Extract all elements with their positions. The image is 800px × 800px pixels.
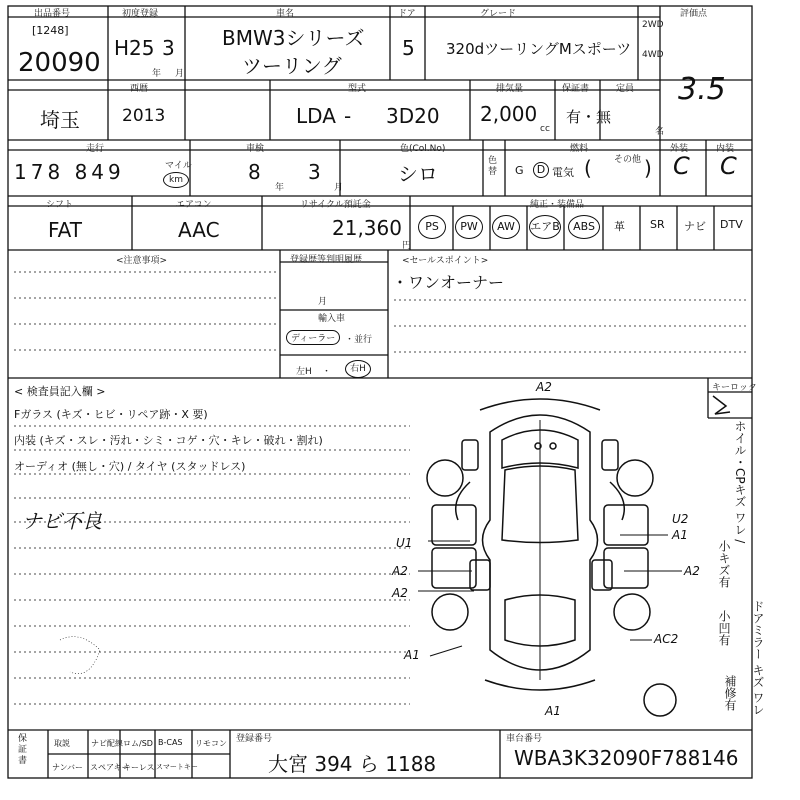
option-navi-wiring: ナビ配線	[91, 739, 123, 748]
lot-number: 20090	[18, 48, 101, 78]
car-name-line1: BMW3シリーズ	[222, 26, 365, 50]
unit-yen: 円	[402, 241, 412, 251]
model-prefix: LDA	[296, 104, 336, 128]
doors-label: ドア	[398, 9, 416, 19]
inspection-label: 車検	[246, 144, 265, 154]
doors-value: 5	[402, 36, 415, 60]
option-remote: リモコン	[195, 739, 227, 748]
fuel-electric: 電気	[552, 166, 574, 179]
diagram-right-a1: A1	[672, 528, 688, 542]
aircon-label: エアコン	[176, 200, 212, 210]
unit-cc: cc	[540, 124, 550, 134]
interior-label: 内装	[716, 144, 735, 154]
equip-pw: PW	[455, 215, 483, 239]
mileage-digit: 7	[30, 160, 48, 184]
keylock-label: キーロック	[712, 383, 757, 393]
score-value: 3.5	[678, 72, 726, 107]
displacement-label: 排気量	[496, 84, 524, 94]
fuel-open-paren: (	[584, 156, 592, 180]
mileage-value	[14, 160, 125, 184]
exterior-label: 外装	[670, 144, 689, 154]
handle-right-circled: 右H	[345, 360, 371, 378]
sales-point-label: <セールスポイント>	[402, 256, 489, 266]
unit-month-1: 月	[175, 69, 185, 79]
diagram-front-label: A2	[536, 380, 552, 394]
unit-year-2: 年	[275, 183, 285, 193]
fuel-g: G	[515, 164, 524, 177]
location-value: 埼玉	[40, 108, 80, 132]
diagram-left-a1: A1	[404, 648, 420, 662]
equip-dtv: DTV	[720, 218, 743, 231]
recycle-label: リサイクル預託金	[300, 200, 371, 210]
model-label: 型式	[348, 84, 367, 94]
unit-year-1: 年	[152, 69, 162, 79]
lot-number-label: 出品番号	[34, 9, 71, 19]
diagram-rear-label: A1	[545, 704, 561, 718]
fuel-label: 燃料	[570, 144, 589, 154]
mileage-unit-km: km	[163, 172, 189, 188]
side-note-mirror: ドアミラー キズ ワレ	[751, 600, 765, 716]
mileage-digit: 8	[74, 160, 92, 184]
year-label: 西暦	[130, 84, 149, 94]
vin-label: 車台番号	[506, 734, 543, 744]
first-registration-label: 初度登録	[122, 9, 159, 19]
color-label: 色(Col.No)	[400, 144, 446, 154]
car-name-label: 車名	[276, 9, 295, 19]
inspection-year: 8	[248, 160, 261, 184]
recycle-value: 21,360	[332, 216, 402, 240]
drive-2wd: 2WD	[642, 20, 664, 30]
equip-leather: 革	[614, 220, 625, 233]
model-dash: -	[344, 104, 352, 128]
interior-grade: C	[720, 152, 737, 180]
plate-value: 大宮 394 ら 1188	[268, 752, 437, 776]
shift-label: シフト	[46, 200, 74, 210]
vin-value: WBA3K32090F788146	[514, 746, 739, 770]
plate-label: 登録番号	[236, 734, 273, 744]
capacity-label: 定員	[616, 84, 635, 94]
color-value: シロ	[398, 162, 438, 186]
equip-abs: ABS	[568, 215, 600, 239]
inspection-month: 3	[308, 160, 321, 184]
bottom-side-label: 保証書	[18, 734, 28, 766]
equip-sr: SR	[650, 218, 665, 231]
equipment-label: 純正・装備品	[530, 200, 585, 210]
mileage-digit: 4	[91, 160, 109, 184]
side-note-wheel: ホイル・CPキズ ワレ /	[733, 420, 747, 544]
option-rom-sd: ロム/SD	[123, 739, 153, 748]
grade-value: 320dツーリングMスポーツ	[446, 40, 632, 58]
handle-sep: ・	[322, 367, 332, 377]
inspector-line-glass: Fガラス (キズ・ヒビ・リペア跡・X 要)	[14, 408, 208, 421]
option-keyless: キーレス	[123, 763, 155, 772]
history-label: 登録歴等判明履歴	[290, 255, 363, 265]
import-parallel: ・並行	[345, 335, 373, 345]
equip-airbag: エアB	[529, 215, 561, 239]
score-label: 評価点	[680, 9, 708, 19]
diagram-right-u2: U2	[672, 512, 689, 526]
inspector-handwritten-note: ナビ不良	[22, 509, 102, 533]
option-manual: 取説	[54, 739, 70, 748]
drive-4wd: 4WD	[642, 50, 664, 60]
displacement-value: 2,000	[480, 102, 538, 126]
mileage-digit: 1	[14, 160, 31, 184]
option-plate: ナンバー	[52, 763, 84, 772]
equip-aw: AW	[492, 215, 520, 239]
sales-point-text: ・ワンオーナー	[392, 273, 505, 292]
side-note-small-scratch: 小キズ有	[717, 540, 731, 588]
handle-left: 左H	[296, 367, 312, 377]
option-smart-key: スマートキー	[156, 763, 198, 771]
equip-ps: PS	[418, 215, 446, 239]
inspector-label: < 検査員記入欄 >	[14, 385, 106, 398]
equip-navi: ナビ	[684, 220, 706, 233]
diagram-right-ac2: AC2	[654, 632, 679, 646]
history-month: 月	[318, 297, 328, 307]
inspector-line-audio: オーディオ (無し・穴) / タイヤ (スタッドレス)	[14, 460, 246, 473]
diagram-right-a2: A2	[684, 564, 700, 578]
fuel-other: その他	[614, 155, 642, 165]
model-code: 3D20	[386, 104, 440, 128]
side-note-small-dent: 小凹有	[717, 610, 731, 646]
unit-month-2: 月	[334, 183, 344, 193]
diagram-left-a2: A2	[392, 564, 408, 578]
fuel-close-paren: )	[644, 156, 652, 180]
fuel-d-circled: D	[533, 162, 549, 178]
lot-prefix: [1248]	[32, 24, 69, 37]
option-bcas: B-CAS	[158, 738, 183, 747]
side-note-repaired: 補修有	[723, 675, 737, 711]
inspector-line-interior: 内装 (キズ・スレ・汚れ・シミ・コゲ・穴・キレ・破れ・割れ)	[14, 434, 323, 447]
mileage-digit: 8	[47, 160, 65, 184]
car-name-line2: ツーリング	[242, 54, 342, 78]
unit-person: 名	[655, 127, 665, 137]
mileage-digit: 9	[108, 160, 125, 184]
warranty-value: 有・無	[566, 108, 612, 126]
warranty-label: 保証書	[562, 84, 590, 94]
first-registration-era: H25	[114, 36, 155, 60]
car-diagram	[418, 399, 682, 716]
diagram-left-u1: U1	[396, 536, 413, 550]
aircon-value: AAC	[178, 218, 220, 242]
first-registration-month: 3	[162, 36, 175, 60]
color-change-label: 色替	[488, 156, 498, 177]
import-label: 輸入車	[318, 314, 346, 324]
mileage-unit-mile: マイル	[165, 161, 192, 171]
exterior-grade: C	[673, 152, 690, 180]
mileage-label: 走行	[86, 144, 105, 154]
grade-label: グレード	[480, 9, 517, 19]
shift-value: FAT	[48, 218, 83, 242]
diagram-left-a2-lower: A2	[392, 586, 408, 600]
notes-label: <注意事項>	[116, 256, 168, 266]
import-dealer-circled: ディーラー	[286, 330, 340, 345]
option-spare-key: スペアキー	[90, 763, 130, 772]
year-value: 2013	[122, 106, 166, 126]
